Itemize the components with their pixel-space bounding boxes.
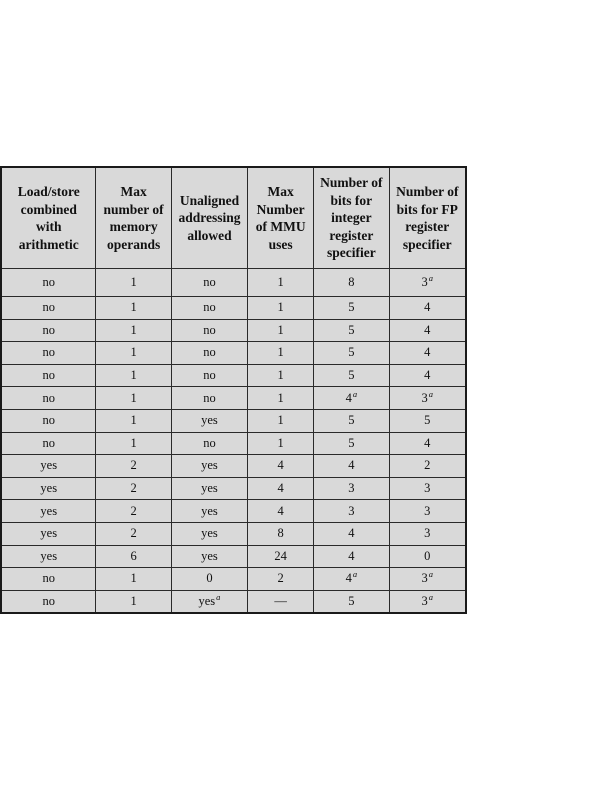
- cell-value: 2: [130, 481, 137, 496]
- header-line: with: [35, 219, 62, 234]
- cell-value: 1: [130, 390, 137, 405]
- cell-value: 1: [130, 368, 137, 383]
- cell-value: 1: [130, 275, 137, 289]
- table-cell: [314, 364, 389, 387]
- table-cell: [248, 590, 314, 613]
- header-line: combined: [20, 201, 77, 217]
- cell-value: yes: [198, 594, 216, 609]
- cell-value: 1: [277, 390, 284, 405]
- table-cell: [96, 387, 171, 410]
- table-cell: [171, 500, 247, 523]
- header-line: allowed: [187, 227, 232, 243]
- table-cell: [248, 455, 314, 478]
- table-cell: [248, 409, 314, 432]
- cell-value: no: [203, 300, 216, 315]
- header-line: operands: [106, 236, 161, 252]
- table-cell: [96, 364, 171, 387]
- cell-value: 3: [424, 481, 431, 496]
- table-cell: [248, 364, 314, 387]
- cell-value: 8: [277, 526, 284, 541]
- table-cell: [314, 477, 389, 500]
- table-cell: [314, 568, 389, 591]
- footnote-marker: a: [428, 569, 434, 580]
- cell-value: 5: [348, 435, 355, 450]
- table-cell: [96, 297, 171, 320]
- table-cell: [389, 387, 466, 410]
- cell-value: 8: [348, 275, 355, 289]
- table-cell: [248, 297, 314, 320]
- table-cell: [314, 269, 389, 297]
- table-row: [1, 545, 466, 568]
- cell-value: 2: [130, 458, 137, 473]
- table-cell: [314, 590, 389, 613]
- table-row: [1, 455, 466, 478]
- cell-value: yes: [201, 413, 218, 428]
- table-cell: [248, 500, 314, 523]
- cell-value: 3: [348, 481, 355, 496]
- table-cell: [389, 455, 466, 478]
- cell-value: 4: [424, 300, 431, 315]
- table-cell: [248, 342, 314, 365]
- cell-value: 2: [130, 503, 137, 518]
- table-cell: [1, 545, 96, 568]
- table-cell: [96, 409, 171, 432]
- table-cell: [171, 545, 247, 568]
- cell-value: no: [203, 345, 216, 360]
- header-line: register: [329, 227, 374, 243]
- table-cell: [96, 477, 171, 500]
- table-cell: [171, 455, 247, 478]
- cell-value: yes: [40, 481, 58, 496]
- table-cell: [1, 500, 96, 523]
- cell-value: 2: [424, 458, 431, 473]
- table-row: [1, 590, 466, 613]
- table-row: [1, 500, 466, 523]
- header-line: number of: [103, 201, 164, 217]
- cell-value: 4: [424, 322, 431, 337]
- header-line: of MMU: [255, 219, 306, 234]
- table-cell: [248, 522, 314, 545]
- table-cell: [1, 590, 96, 613]
- cell-value: 5: [348, 594, 355, 609]
- cell-value: yes: [40, 548, 58, 563]
- cell-value: 4: [277, 481, 284, 496]
- table-row: [1, 409, 466, 432]
- table-body: [1, 269, 466, 614]
- table-cell: [96, 590, 171, 613]
- table-cell: [96, 545, 171, 568]
- table-cell: [1, 455, 96, 478]
- table-cell: [389, 477, 466, 500]
- table-row: [1, 319, 466, 342]
- cell-value: 0: [206, 571, 213, 586]
- cell-value: 5: [348, 345, 355, 360]
- footnote-marker: a: [352, 388, 358, 399]
- cell-value: 3: [421, 275, 428, 289]
- cell-value: no: [42, 368, 55, 383]
- cell-value: yes: [201, 503, 218, 518]
- table-cell: [171, 522, 247, 545]
- table-cell: [314, 342, 389, 365]
- cell-value: no: [42, 594, 55, 609]
- table-cell: [171, 590, 247, 613]
- table-row: [1, 297, 466, 320]
- table-cell: [1, 342, 96, 365]
- table-cell: [314, 409, 389, 432]
- cell-value: yes: [40, 503, 58, 518]
- cell-value: 4: [277, 458, 284, 473]
- cell-value: 5: [348, 300, 355, 315]
- table-cell: [96, 432, 171, 455]
- table-cell: [1, 387, 96, 410]
- header-line: Load/store: [17, 184, 80, 199]
- table-cell: [96, 319, 171, 342]
- header-integer-register-bits: [314, 167, 389, 269]
- cell-value: 3: [424, 503, 431, 518]
- cell-value: 4: [424, 435, 431, 450]
- cell-value: 1: [130, 322, 137, 337]
- table-cell: [389, 297, 466, 320]
- cell-value: 1: [277, 300, 284, 315]
- table-row: [1, 387, 466, 410]
- cell-value: no: [203, 390, 216, 405]
- cell-value: yes: [201, 481, 218, 496]
- table-cell: [389, 342, 466, 365]
- cell-value: 1: [130, 594, 137, 609]
- table-cell: [389, 319, 466, 342]
- header-max-memory-operands: [96, 167, 171, 269]
- table-cell: [248, 568, 314, 591]
- table-cell: [314, 500, 389, 523]
- footnote-marker: a: [428, 592, 434, 603]
- table-cell: [96, 522, 171, 545]
- table-row: [1, 477, 466, 500]
- header-load-store-combined: [1, 167, 96, 269]
- cell-value: no: [42, 345, 55, 360]
- header-line: Unaligned: [179, 192, 240, 208]
- table-cell: [171, 297, 247, 320]
- cell-value: 3: [348, 503, 355, 518]
- header-fp-register-bits: [389, 167, 466, 269]
- cell-value: no: [203, 435, 216, 450]
- cell-value: 1: [277, 322, 284, 337]
- header-unaligned-addressing: [171, 167, 247, 269]
- table-cell: [314, 545, 389, 568]
- table-header: [1, 167, 466, 269]
- header-line: register: [405, 219, 450, 234]
- table-cell: [389, 500, 466, 523]
- cell-value: 1: [130, 345, 137, 360]
- header-max-mmu-uses: [248, 167, 314, 269]
- cell-value: no: [203, 322, 216, 337]
- header-line: bits for FP: [396, 201, 458, 217]
- cell-value: no: [42, 300, 55, 315]
- header-line: integer: [331, 210, 372, 226]
- cell-value: 0: [424, 548, 431, 563]
- cell-value: 5: [424, 413, 431, 428]
- table-row: [1, 364, 466, 387]
- isa-comparison-table: [0, 166, 467, 614]
- table-cell: [314, 455, 389, 478]
- header-line: memory: [109, 219, 158, 234]
- header-line: Number of: [320, 175, 383, 191]
- cell-value: 5: [348, 322, 355, 337]
- table-cell: [248, 432, 314, 455]
- table-cell: [389, 545, 466, 568]
- table-cell: [96, 269, 171, 297]
- cell-value: yes: [201, 526, 218, 541]
- header-line: Max: [120, 184, 147, 199]
- table-cell: [1, 269, 96, 297]
- table-cell: [389, 590, 466, 613]
- header-line: Number: [256, 201, 305, 217]
- table-cell: [1, 568, 96, 591]
- footnote-marker: a: [428, 388, 434, 399]
- cell-value: 4: [424, 345, 431, 360]
- cell-value: yes: [201, 458, 218, 473]
- table-cell: [1, 297, 96, 320]
- header-line: arithmetic: [18, 236, 79, 252]
- table-cell: [96, 568, 171, 591]
- header-line: uses: [268, 236, 293, 252]
- table-cell: [171, 477, 247, 500]
- cell-value: yes: [201, 548, 218, 563]
- cell-value: 1: [130, 435, 137, 450]
- cell-value: 1: [130, 300, 137, 315]
- table-cell: [1, 522, 96, 545]
- header-line: Max: [267, 184, 294, 199]
- cell-value: no: [42, 435, 55, 450]
- table-row: [1, 568, 466, 591]
- table-row: [1, 269, 466, 297]
- cell-value: 1: [277, 275, 284, 289]
- table-cell: [1, 364, 96, 387]
- table-cell: [171, 387, 247, 410]
- cell-value: 6: [130, 548, 137, 563]
- cell-value: 1: [130, 413, 137, 428]
- table-cell: [248, 545, 314, 568]
- table-row: [1, 432, 466, 455]
- cell-value: yes: [40, 526, 58, 541]
- table-cell: [1, 477, 96, 500]
- cell-value: no: [42, 275, 55, 289]
- table-cell: [248, 319, 314, 342]
- table-cell: [171, 409, 247, 432]
- cell-value: no: [203, 275, 216, 289]
- header-row: [1, 167, 466, 269]
- table-row: [1, 342, 466, 365]
- table-cell: [248, 269, 314, 297]
- cell-value: 4: [345, 390, 352, 405]
- header-line: Number of: [396, 184, 459, 199]
- footnote-marker: a: [216, 592, 221, 603]
- table-cell: [314, 387, 389, 410]
- header-line: bits for: [330, 192, 373, 208]
- cell-value: no: [42, 571, 55, 586]
- cell-value: 1: [277, 368, 284, 383]
- cell-value: 1: [277, 435, 284, 450]
- cell-value: 4: [277, 503, 284, 518]
- cell-value: no: [42, 413, 55, 428]
- table-cell: [389, 409, 466, 432]
- table-cell: [96, 500, 171, 523]
- table-cell: [389, 269, 466, 297]
- cell-value: 1: [277, 345, 284, 360]
- cell-value: 4: [348, 526, 355, 541]
- cell-value: 2: [130, 526, 137, 541]
- table-cell: [389, 522, 466, 545]
- header-line: specifier: [402, 236, 452, 252]
- table-cell: [389, 364, 466, 387]
- header-line: specifier: [326, 245, 376, 261]
- footnote-marker: a: [428, 273, 434, 283]
- table-cell: [1, 409, 96, 432]
- table-cell: [314, 319, 389, 342]
- table-cell: [1, 432, 96, 455]
- table-cell: [314, 432, 389, 455]
- cell-value: 3: [421, 571, 428, 586]
- table-cell: [171, 432, 247, 455]
- cell-value: 4: [345, 571, 352, 586]
- table-cell: [314, 297, 389, 320]
- cell-value: 1: [277, 413, 284, 428]
- table-cell: [96, 455, 171, 478]
- cell-value: 2: [277, 571, 284, 586]
- cell-value: yes: [40, 458, 58, 473]
- cell-value: 4: [348, 458, 355, 473]
- footnote-marker: a: [352, 569, 358, 580]
- table-row: [1, 522, 466, 545]
- table-cell: [171, 342, 247, 365]
- table-cell: [389, 568, 466, 591]
- cell-value: 24: [274, 548, 287, 563]
- table-cell: [96, 342, 171, 365]
- table-cell: [171, 269, 247, 297]
- table-cell: [314, 522, 389, 545]
- cell-value: 3: [421, 390, 428, 405]
- cell-value: 1: [130, 571, 137, 586]
- cell-value: 3: [424, 526, 431, 541]
- cell-value: 3: [421, 594, 428, 609]
- table-cell: [389, 432, 466, 455]
- cell-value: 4: [424, 368, 431, 383]
- table-cell: [248, 387, 314, 410]
- table-cell: [171, 568, 247, 591]
- cell-value: no: [203, 368, 216, 383]
- cell-value: no: [42, 390, 55, 405]
- cell-value: 4: [348, 548, 355, 563]
- cell-value: no: [42, 322, 55, 337]
- table-cell: [248, 477, 314, 500]
- table-cell: [171, 364, 247, 387]
- header-line: addressing: [178, 210, 241, 226]
- table-cell: [1, 319, 96, 342]
- cell-value: 5: [348, 368, 355, 383]
- cell-value: 5: [348, 413, 355, 428]
- table-cell: [171, 319, 247, 342]
- cell-value: —: [274, 594, 287, 609]
